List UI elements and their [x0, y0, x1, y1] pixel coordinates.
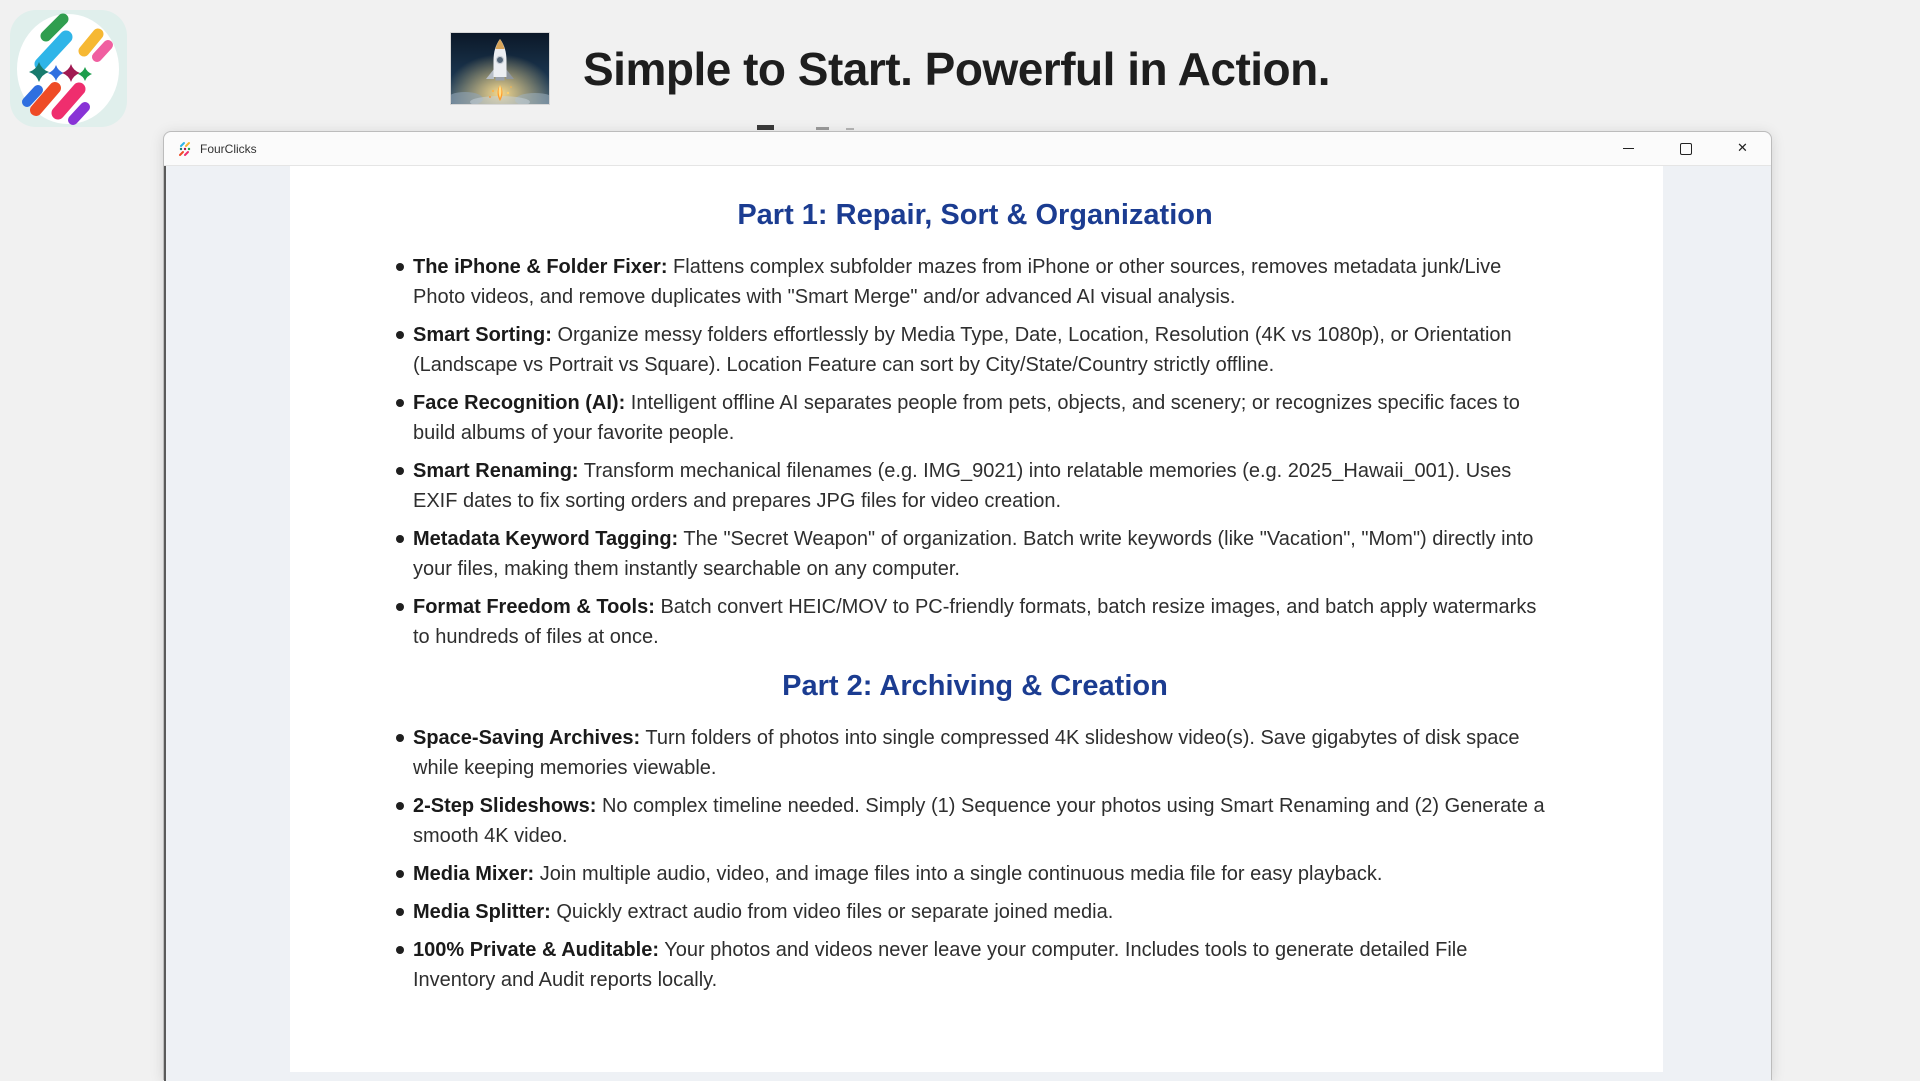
feature-label: Metadata Keyword Tagging:	[413, 528, 679, 550]
feature-label: Smart Sorting:	[413, 324, 552, 346]
feature-item	[395, 592, 1555, 652]
close-icon: ✕	[1737, 141, 1748, 156]
feature-item	[395, 388, 1555, 448]
clipped-text-fragment	[846, 128, 854, 130]
feature-text: The "Secret Weapon" of organization. Batch write keywords (like "Vacation", "Mom") directly into your files, making them instantly searchable on any computer.	[413, 528, 1534, 580]
close-button[interactable]	[1714, 132, 1771, 165]
feature-label: Space-Saving Archives:	[413, 727, 641, 749]
hero-header	[451, 33, 1330, 104]
feature-text: Quickly extract audio from video files or separate joined media.	[556, 901, 1114, 923]
feature-label: Face Recognition (AI):	[413, 392, 626, 414]
window-body	[164, 166, 1771, 1081]
feature-list	[395, 252, 1555, 652]
feature-item	[395, 524, 1555, 584]
feature-text: Organize messy folders effortlessly by Media Type, Date, Location, Resolution (4K vs 1080p), or Orientation (Landscape vs Portrait vs Square). Location Feature can sort by City/State/Country strictly offline.	[413, 324, 1512, 376]
maximize-icon	[1680, 143, 1692, 155]
feature-label: Smart Renaming:	[413, 460, 579, 482]
feature-label: 2-Step Slideshows:	[413, 795, 597, 817]
rocket-launch-image	[451, 33, 549, 104]
headline: Simple to Start. Powerful in Action.	[583, 42, 1331, 95]
feature-label: The iPhone & Folder Fixer:	[413, 256, 668, 278]
feature-text: Transform mechanical filenames (e.g. IMG_9021) into relatable memories (e.g. 2025_Hawaii_001). Uses EXIF dates to fix sorting orders and prepares JPG files for video creation.	[413, 460, 1512, 512]
maximize-button[interactable]	[1657, 132, 1714, 165]
feature-text: Your photos and videos never leave your computer. Includes tools to generate detailed File Inventory and Audit reports locally.	[413, 939, 1468, 991]
section-heading: Part 1: Repair, Sort & Organization	[737, 199, 1213, 231]
feature-text: Batch convert HEIC/MOV to PC-friendly formats, batch resize images, and batch apply watermarks to hundreds of files at once.	[413, 596, 1537, 648]
feature-text: Flattens complex subfolder mazes from iPhone or other sources, removes metadata junk/Live Photo videos, and remove duplicates with "Smart Merge" and/or advanced AI visual analysis.	[413, 256, 1502, 308]
feature-label: Media Splitter:	[413, 901, 551, 923]
document-page	[290, 166, 1663, 1072]
feature-item	[395, 320, 1555, 380]
minimize-icon	[1623, 148, 1634, 149]
feature-item	[395, 456, 1555, 516]
window-title: FourClicks	[200, 141, 257, 156]
section-heading: Part 2: Archiving & Creation	[782, 670, 1168, 702]
feature-list	[395, 723, 1555, 995]
feature-text: Join multiple audio, video, and image files into a single continuous media file for easy playback.	[539, 863, 1383, 885]
fourclicks-window	[163, 131, 1772, 1080]
window-controls	[1600, 132, 1771, 165]
feature-item	[395, 252, 1555, 312]
feature-label: Format Freedom & Tools:	[413, 596, 655, 618]
feature-item	[395, 791, 1555, 851]
feature-item	[395, 935, 1555, 995]
feature-item	[395, 859, 1555, 889]
feature-text: Turn folders of photos into single compressed 4K slideshow video(s). Save gigabytes of disk space while keeping memories viewable.	[413, 727, 1520, 779]
feature-item	[395, 723, 1555, 783]
app-logo	[10, 10, 127, 127]
fourclicks-logo-sparkles-icon	[10, 10, 127, 127]
feature-label: Media Mixer:	[413, 863, 535, 885]
clipped-text-fragment	[816, 127, 829, 130]
feature-text: Intelligent offline AI separates people from pets, objects, and scenery; or recognizes specific faces to build albums of your favorite people.	[413, 392, 1520, 444]
feature-text: No complex timeline needed. Simply (1) Sequence your photos using Smart Renaming and (2) Generate a smooth 4K video.	[413, 795, 1545, 847]
feature-item	[395, 897, 1555, 927]
window-titlebar[interactable]	[164, 132, 1771, 166]
fourclicks-app-icon	[177, 141, 193, 157]
clipped-text-fragment	[757, 125, 774, 130]
feature-label: 100% Private & Auditable:	[413, 939, 660, 961]
minimize-button[interactable]	[1600, 132, 1657, 165]
